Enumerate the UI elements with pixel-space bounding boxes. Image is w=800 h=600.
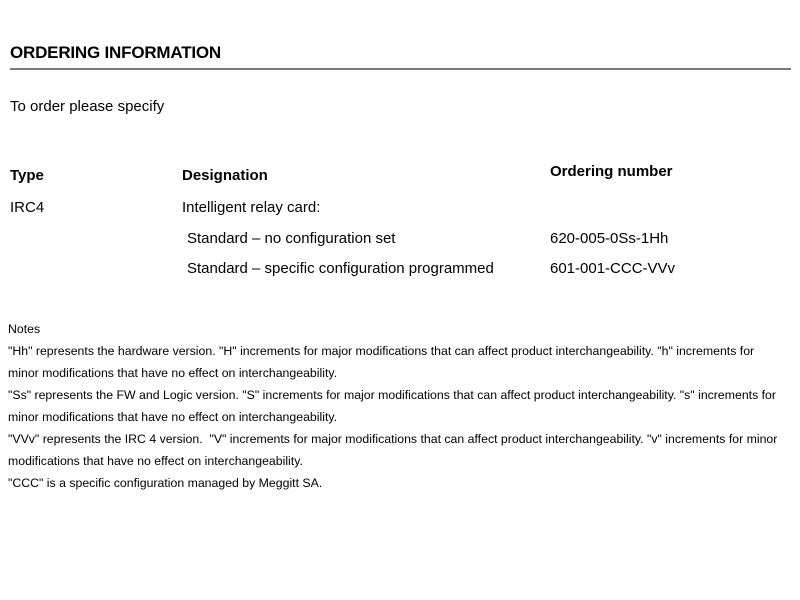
- title-rule: [10, 68, 791, 70]
- table-cell-designation: Intelligent relay card:: [182, 199, 321, 216]
- notes-section: [8, 318, 800, 494]
- notes-lines: [8, 340, 800, 494]
- note-line: minor modifications that have no effect on interchangeability.: [8, 410, 338, 424]
- intro-text: To order please specify: [10, 98, 165, 115]
- table-cell-type: IRC4: [10, 199, 45, 216]
- table-cell-ordering-number: 601-001-CCC-VVv: [550, 260, 676, 277]
- column-header-type: Type: [10, 167, 44, 184]
- table-cell-designation: Standard – specific configuration programmed: [187, 260, 494, 277]
- note-line: "VVv" represents the IRC 4 version. "V" increments for major modifications that can affect product interchangeability. "v" increments for minor: [8, 432, 778, 446]
- notes-label: Notes: [8, 322, 41, 336]
- note-line: "Ss" represents the FW and Logic version. "S" increments for major modifications that can affect product interchangeability. "s" increments for: [8, 388, 776, 402]
- page-title: ORDERING INFORMATION: [10, 43, 222, 62]
- column-header-designation: Designation: [182, 167, 268, 184]
- note-line: minor modifications that have no effect on interchangeability.: [8, 366, 338, 380]
- note-line: modifications that have no effect on interchangeability.: [8, 454, 303, 468]
- table-cell-designation: Standard – no configuration set: [187, 230, 396, 247]
- note-line: "CCC" is a specific configuration managed by Meggitt SA.: [8, 476, 323, 490]
- column-header-ordering-number: Ordering number: [550, 163, 673, 180]
- note-line: "Hh" represents the hardware version. "H" increments for major modifications that can affect product interchangeability. "h" increments for: [8, 344, 755, 358]
- table-cell-ordering-number: 620-005-0Ss-1Hh: [550, 230, 669, 247]
